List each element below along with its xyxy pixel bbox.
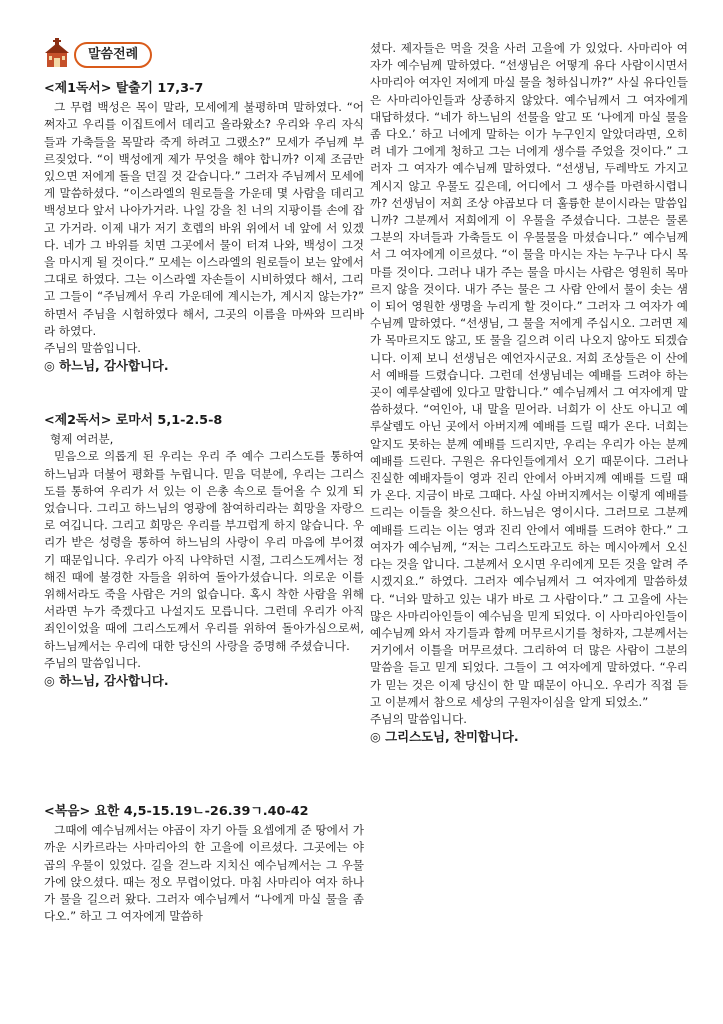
second-reading-greeting: 형제 여러분, <box>50 432 114 447</box>
second-reading <box>44 412 364 689</box>
gospel-text-left: 그때에 예수님께서는 야곱이 자기 아들 요셉에게 준 땅에서 가까운 시카르라는 사마리아의 한 고을에 이르셨다. 그곳에는 야곱의 우물이 있었다. 길을 걷느라 지치신 예수님께서는 그 우물가에 앉으셨다. 때는 정오 무렵이었다. 마침 사마리아 여자 하나가 물을 길으러 왔다. 그러자 예수님께서 “나에게 마실 물을 좀 다오.” 하고 그 여자에게 말씀하 <box>44 823 364 924</box>
liturgy-label: 말씀전례 <box>74 42 152 68</box>
first-reading <box>44 80 364 374</box>
first-reading-closing: 주님의 말씀입니다. <box>44 341 141 356</box>
first-reading-response: ◎ 하느님, 감사합니다. <box>44 358 169 374</box>
second-reading-title: <제2독서> 로마서 5,1-2.5-8 <box>44 413 223 428</box>
second-reading-text: 믿음으로 의롭게 된 우리는 우리 주 예수 그리스도를 통하여 하느님과 더불어 평화를 누립니다. 믿음 덕분에, 우리는 그리스도를 통하여 우리가 서 있는 이 은총 속으로 들어올 수 있게 되었습니다. 그리고 하느님의 영광에 참여하리라는 희망을 자랑으로 여깁니다. 그리고 희망은 우리를 부끄럽게 하지 않습니다. 우리가 받은 성령을 통하여 하느님의 사랑이 우리 마음에 부어졌기 때문입니다. 우리가 아직 나약하던 시절, 그리스도께서는 정해진 때에 불경한 자들을 위하여 돌아가셨습니다. 의로운 이를 위해서라도 죽을 사람은 거의 없습니다. 혹시 착한 사람을 위해서라면 누가 죽겠다고 나설지도 모릅니다. 그런데 우리가 아직 죄인이었을 때에 그리스도께서 우리를 위하여 돌아가심으로써, 하느님께서는 우리에 대한 당신의 사랑을 증명해 주셨습니다. <box>44 449 364 653</box>
gospel-response: ◎ 그리스도님, 찬미합니다. <box>370 729 519 745</box>
gospel-reading <box>44 803 364 925</box>
gospel-text-right: 셨다. 제자들은 먹을 것을 사러 고을에 가 있었다. 사마리아 여자가 예수님께 말하였다. “선생님은 어떻게 유다 사람이시면서 사마리아 여자인 저에게 마실 물을 청하십니까?” 사실 유다인들은 사마리아인들과 상종하지 않았다. 예수님께서 그 여자에게 대답하셨다. “네가 하느님의 선물을 알고 또 ‘나에게 마실 물을 좀 다오.’ 하고 너에게 말하는 이가 누구인지 알았더라면, 오히려 네가 그에게 청하고 그는 너에게 생수를 주었을 것이다.” 그러자 그 여자가 예수님께 말하였다. “선생님, 두레박도 가지고 계시지 않고 우물도 깊은데, 어디에서 그 생수를 마련하시렵니까? 선생님이 저희 조상 야곱보다 더 훌륭한 분이시라는 말씀입니까? 그분께서 저희에게 이 우물을 주셨습니다. 그분은 물론 그분의 자녀들과 가축들도 이 우물물을 마셨습니다.” 예수님께서 그 여자에게 이르셨다. “이 물을 마시는 자는 누구나 다시 목마를 것이다. 그러나 내가 주는 물을 마시는 사람은 영원히 목마르지 않을 것이다. 내가 주는 물은 그 사람 안에서 물이 솟는 샘이 되어 영원한 생명을 누리게 할 것이다.” 그러자 그 여자가 예수님께 말하였다. “선생님, 그 물을 저에게 주십시오. 그러면 제가 목마르지도 않고, 또 물을 길으려 이리 나오지 않아도 되겠습니다. 이제 보니 선생님은 예언자시군요. 저희 조상들은 이 산에서 예배를 드렸습니다. 그런데 선생님네는 예배를 드려야 하는 곳이 예루살렘에 있다고 말합니다.” 예수님께서 그 여자에게 말씀하셨다. “여인아, 내 말을 믿어라. 너희가 이 산도 아니고 예루살렘도 아닌 곳에서 아버지께 예배를 드릴 때가 온다. 너희는 알지도 못하는 분께 예배를 드리지만, 우리는 우리가 아는 분께 예배를 드린다. 구원은 유다인들에게서 오기 때문이다. 그러나 진실한 예배자들이 영과 진리 안에서 아버지께 예배를 드릴 때가 온다. 지금이 바로 그때다. 사실 아버지께서는 이렇게 예배를 드리는 이들을 찾으신다. 하느님은 영이시다. 그러므로 그분께 예배를 드리는 이는 영과 진리 안에서 예배를 드려야 한다.” 그 여자가 예수님께, “저는 그리스도라고도 하는 메시아께서 오신다는 것을 압니다. 그분께서 오시면 우리에게 모든 것을 알려 주시겠지요.” 하였다. 그러자 예수님께서 그 여자에게 말씀하셨다. “너와 말하고 있는 내가 바로 그 사람이다.” 그 고을에 사는 많은 사마리아인들이 예수님을 믿게 되었다. 이 사마리아인들이 예수님께 와서 자기들과 함께 머무르시기를 청하자, 그분께서는 거기에서 이틀을 머무르셨다. 그리하여 더 많은 사람이 그분의 말씀을 듣고 믿게 되었다. 그들이 그 여자에게 말하였다. “우리가 믿는 것은 이제 당신이 한 말 때문이 아니오. 우리가 직접 듣고 이분께서 참으로 세상의 구원자이심을 알게 되었소.” <box>370 41 688 709</box>
section-header <box>44 38 364 72</box>
first-reading-title: <제1독서> 탈출기 17,3-7 <box>44 81 204 96</box>
second-reading-closing: 주님의 말씀입니다. <box>44 655 141 670</box>
left-column <box>44 0 364 924</box>
gospel-continued <box>370 40 688 745</box>
church-icon <box>44 38 70 68</box>
first-reading-text: 그 무렵 백성은 목이 말라, 모세에게 불평하며 말하였다. “어쩌자고 우리를 이집트에서 데리고 올라왔소? 우리와 우리 자식들과 가축들을 목말라 죽게 하려고 그랬소?” 모세가 주님께 부르짖었다. “이 백성에게 제가 무엇을 해야 합니까? 이제 조금만 있으면 저에게 돌을 던질 것 같습니다.” 그러자 주님께서 모세에게 말씀하셨다. “이스라엘의 원로들을 가운데 몇 사람을 데리고 백성보다 앞서 나아가거라. 나일 강을 친 너의 지팡이를 손에 잡고 가거라. 이제 내가 저기 호렙의 바위 위에서 네 앞에 서 있겠다. 네가 그 바위를 치면 그곳에서 물이 터져 나와, 백성이 그것을 마시게 될 것이다.” 모세는 이스라엘의 원로들이 보는 앞에서 그대로 하였다. 그는 이스라엘 자손들이 시비하였다 해서, 그리고 그들이 “주님께서 우리 가운데에 계시는가, 계시지 않는가?” 하면서 주님을 시험하였다 해서, 그곳의 이름을 마싸와 므리바라 하였다. <box>44 100 364 338</box>
gospel-closing: 주님의 말씀입니다. <box>370 711 467 726</box>
second-reading-response: ◎ 하느님, 감사합니다. <box>44 673 169 689</box>
gospel-title: <복음> 요한 4,5-15.19ㄴ-26.39ㄱ.40-42 <box>44 804 309 819</box>
